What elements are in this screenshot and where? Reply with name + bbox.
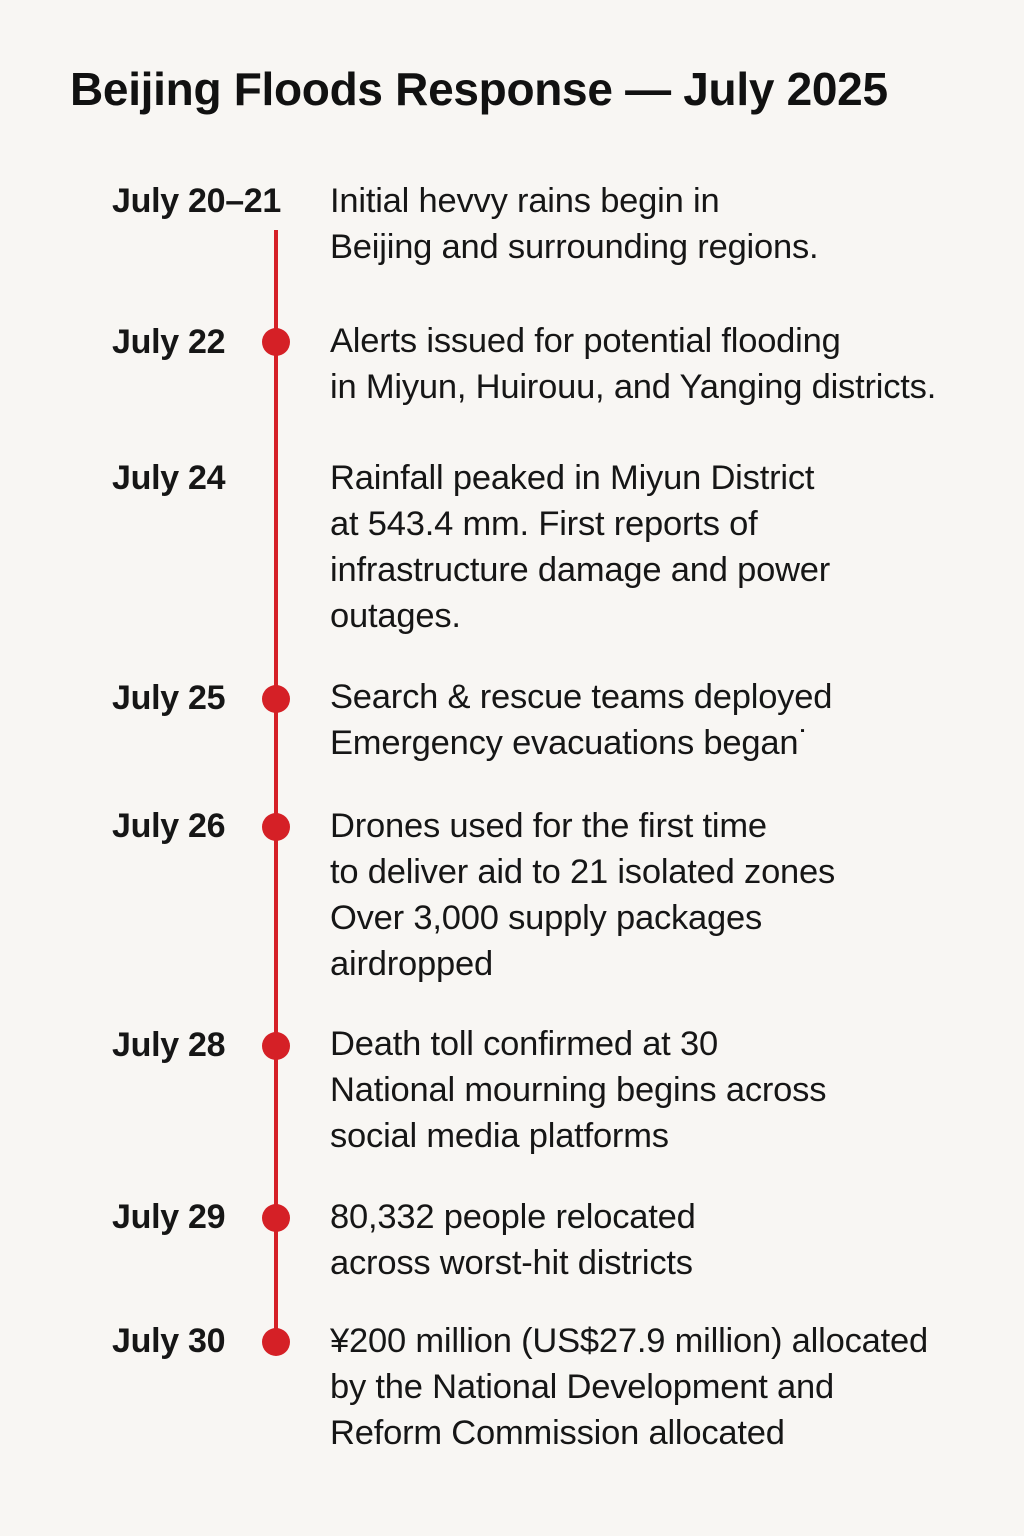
timeline-marker [262,813,290,841]
event-description-line: infrastructure damage and power [330,551,831,589]
event-description [330,1194,1010,1286]
event-description-line: Over 3,000 supply packages [330,899,763,937]
event-description-line: Alerts issued for potential flooding [330,322,841,360]
event-description [330,803,1010,987]
event-description-line: Death toll confirmed at 30 [330,1025,718,1063]
event-date: July 29 [112,1198,226,1236]
event-date: July 26 [112,807,226,845]
event-description-line: ¥200 million (US$27.9 million) allocated [330,1322,928,1360]
event-date: July 25 [112,679,226,717]
event-description-line: Rainfall peaked in Miyun District [330,459,815,497]
event-description [330,178,1010,270]
event-description-line: social media platforms [330,1117,669,1155]
event-description-line: to deliver aid to 21 isolated zones [330,853,836,891]
event-description [330,1318,1010,1456]
event-description-line: 80,332 people relocated [330,1198,696,1236]
event-description [330,674,1010,766]
timeline-marker [262,1204,290,1232]
timeline-marker [262,1328,290,1356]
event-description-line: Beijing and surrounding regions. [330,228,819,266]
event-description-line: Drones used for the first time [330,807,767,845]
event-description-line: National mourning begins across [330,1071,827,1109]
event-description-line: Initial hevvy rains begin in [330,182,720,220]
event-description-line: airdropped [330,945,493,983]
event-description-line: in Miyun, Huirouu, and Yanging districts. [330,368,937,406]
event-description [330,455,1010,639]
event-date: July 28 [112,1026,226,1064]
event-date: July 24 [112,459,226,497]
event-description-line: Reform Commission allocated [330,1414,785,1452]
event-description-line: Emergency evacuations began˙ [330,724,810,762]
event-description-line: at 543.4 mm. First reports of [330,505,758,543]
page-title: Beijing Floods Response — July 2025 [70,63,888,115]
timeline-marker [262,685,290,713]
event-description-line: across worst-hit districts [330,1244,693,1282]
timeline-marker [262,328,290,356]
event-description-line: outages. [330,597,461,635]
event-description [330,1021,1010,1159]
event-date: July 30 [112,1322,226,1360]
event-description [330,318,1010,410]
event-description-line: Search & rescue teams deployed [330,678,833,716]
timeline-marker [262,1032,290,1060]
event-date: July 20–21 [112,182,282,220]
event-description-line: by the National Development and [330,1368,834,1406]
event-date: July 22 [112,323,226,361]
timeline-line [274,230,278,1342]
